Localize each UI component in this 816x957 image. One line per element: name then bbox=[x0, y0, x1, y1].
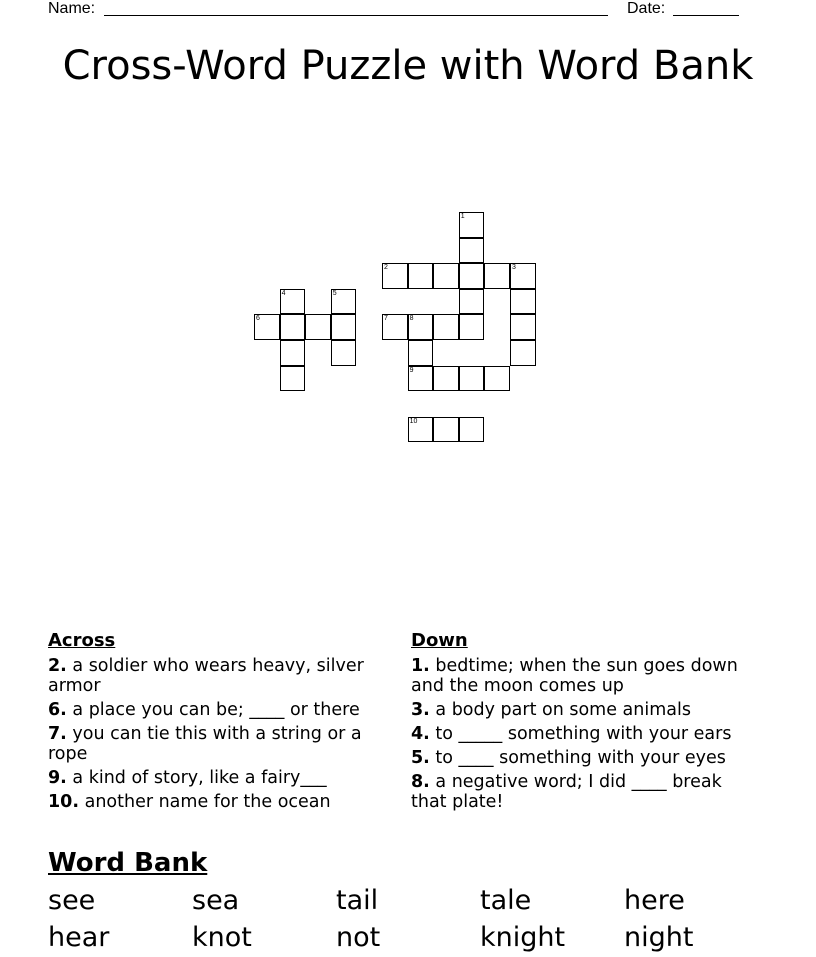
crossword-cell[interactable] bbox=[280, 340, 306, 366]
word-bank-word: tale bbox=[480, 885, 532, 916]
crossword-cell[interactable] bbox=[510, 340, 536, 366]
clue-across-6: 6. a place you can be; ____ or there bbox=[48, 700, 360, 720]
crossword-cell[interactable] bbox=[459, 238, 485, 264]
word-bank-word: here bbox=[624, 885, 685, 916]
crossword-cell[interactable] bbox=[280, 366, 306, 392]
crossword-cell[interactable] bbox=[459, 263, 485, 289]
clue-number: 8 bbox=[409, 315, 414, 323]
clue-down-4: 4. to _____ something with your ears bbox=[411, 724, 732, 744]
crossword-cell[interactable] bbox=[459, 289, 485, 315]
clue-down-1: 1. bedtime; when the sun goes down and the moon comes up bbox=[411, 656, 738, 696]
word-bank-word: sea bbox=[192, 885, 240, 916]
clue-down-3: 3. a body part on some animals bbox=[411, 700, 691, 720]
crossword-cell[interactable] bbox=[433, 263, 459, 289]
clue-number: 1 bbox=[460, 213, 465, 220]
date-label: Date: bbox=[627, 0, 666, 17]
crossword-cell[interactable] bbox=[331, 314, 357, 340]
across-clue-list bbox=[48, 656, 383, 816]
crossword-cell[interactable] bbox=[382, 263, 408, 289]
word-bank-title: Word Bank bbox=[48, 848, 208, 878]
clue-across-7: 7. you can tie this with a string or a rope bbox=[48, 724, 362, 764]
crossword-cell[interactable] bbox=[408, 340, 434, 366]
clue-number: 2 bbox=[384, 264, 388, 272]
word-bank-word: knight bbox=[480, 922, 566, 953]
down-heading: Down bbox=[411, 630, 468, 651]
clue-number: 5 bbox=[332, 289, 337, 297]
crossword-cell[interactable] bbox=[305, 314, 331, 340]
crossword-cell[interactable] bbox=[254, 314, 280, 340]
crossword-cell[interactable] bbox=[433, 314, 459, 340]
crossword-cell[interactable] bbox=[331, 289, 357, 315]
clue-number: 4 bbox=[281, 289, 286, 297]
crossword-cell[interactable] bbox=[459, 212, 485, 238]
crossword-cell[interactable] bbox=[408, 366, 434, 392]
crossword-cell[interactable] bbox=[510, 314, 536, 340]
name-label: Name: bbox=[48, 0, 96, 17]
crossword-cell[interactable] bbox=[510, 289, 536, 315]
crossword-cell[interactable] bbox=[408, 263, 434, 289]
down-clue-list bbox=[411, 656, 746, 816]
clue-down-5: 5. to ____ something with your eyes bbox=[411, 748, 726, 768]
clue-number: 6 bbox=[256, 315, 260, 323]
word-bank-word: knot bbox=[192, 922, 252, 953]
word-bank-word: see bbox=[48, 885, 96, 916]
word-bank-word: hear bbox=[48, 922, 110, 953]
date-blank-line bbox=[673, 15, 739, 16]
crossword-cell[interactable] bbox=[459, 366, 485, 392]
crossword-cell[interactable] bbox=[433, 366, 459, 392]
clue-across-9: 9. a kind of story, like a fairy___ bbox=[48, 768, 327, 788]
across-heading: Across bbox=[48, 630, 116, 651]
crossword-cell[interactable] bbox=[408, 314, 434, 340]
name-blank-line bbox=[104, 15, 608, 16]
crossword-cell[interactable] bbox=[510, 263, 536, 289]
clue-across-10: 10. another name for the ocean bbox=[48, 792, 331, 812]
clue-number: 3 bbox=[512, 264, 516, 272]
crossword-cell[interactable] bbox=[484, 263, 510, 289]
clue-number: 10 bbox=[409, 417, 418, 425]
crossword-cell[interactable] bbox=[459, 417, 485, 443]
crossword-cell[interactable] bbox=[433, 417, 459, 443]
word-bank bbox=[48, 884, 788, 955]
crossword-cell[interactable] bbox=[280, 289, 306, 315]
page-title: Cross-Word Puzzle with Word Bank bbox=[62, 43, 754, 89]
clue-number: 7 bbox=[384, 315, 388, 323]
clue-down-8: 8. a negative word; I did ____ break that plate! bbox=[411, 772, 722, 812]
crossword-cell[interactable] bbox=[484, 366, 510, 392]
clue-across-2: 2. a soldier who wears heavy, silver armor bbox=[48, 656, 364, 696]
crossword-cell[interactable] bbox=[280, 314, 306, 340]
clue-number: 9 bbox=[409, 366, 414, 374]
word-bank-word: night bbox=[624, 922, 694, 953]
crossword-cell[interactable] bbox=[408, 417, 434, 443]
word-bank-word: not bbox=[336, 922, 381, 953]
word-bank-word: tail bbox=[336, 885, 379, 916]
crossword-cell[interactable] bbox=[459, 314, 485, 340]
crossword-cell[interactable] bbox=[382, 314, 408, 340]
crossword-cell[interactable] bbox=[331, 340, 357, 366]
